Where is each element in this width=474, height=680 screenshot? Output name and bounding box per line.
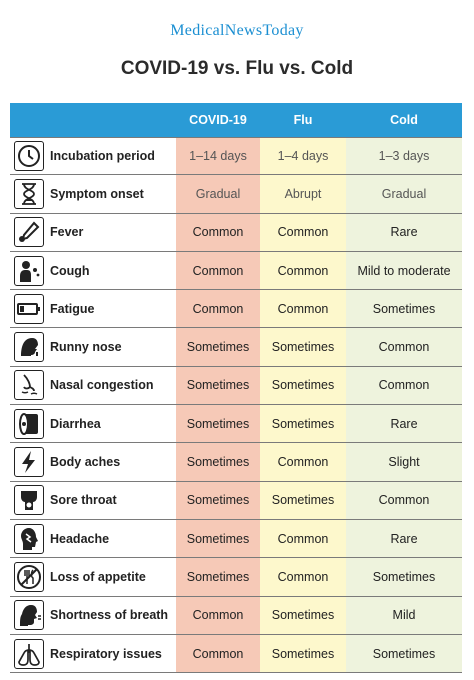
symptom-label-cell xyxy=(10,367,176,404)
no-food-icon xyxy=(14,562,44,592)
symptom-label-cell xyxy=(10,635,176,672)
covid-cell: Common xyxy=(176,597,260,634)
low-battery-icon xyxy=(14,294,44,324)
breath-icon xyxy=(14,600,44,630)
flu-cell: Sometimes xyxy=(260,367,346,404)
lightning-icon xyxy=(14,447,44,477)
brand-logo: MedicalNewsToday xyxy=(170,22,304,39)
table-row xyxy=(10,290,462,328)
covid-cell: Gradual xyxy=(176,175,260,212)
symptom-label-cell xyxy=(10,138,176,174)
flu-cell: Common xyxy=(260,252,346,289)
table-row xyxy=(10,175,462,213)
clock-icon xyxy=(14,141,44,171)
symptom-name: Headache xyxy=(50,531,110,546)
symptom-label-cell xyxy=(10,328,176,365)
symptom-name: Nasal congestion xyxy=(50,378,154,393)
cold-cell: Common xyxy=(346,482,462,519)
cold-cell: Mild to moderate xyxy=(346,252,462,289)
symptom-name: Respiratory issues xyxy=(50,646,162,661)
header-cold: Cold xyxy=(390,113,418,127)
table-row xyxy=(10,597,462,635)
table-row xyxy=(10,252,462,290)
symptom-label-cell xyxy=(10,597,176,634)
flu-cell: Common xyxy=(260,443,346,480)
table-row xyxy=(10,482,462,520)
flu-cell: Sometimes xyxy=(260,405,346,442)
sore-throat-icon xyxy=(14,485,44,515)
symptom-label-cell xyxy=(10,175,176,212)
table-row xyxy=(10,520,462,558)
flu-cell: 1–4 days xyxy=(260,138,346,174)
covid-cell: Common xyxy=(176,635,260,672)
symptom-name: Loss of appetite xyxy=(50,569,146,584)
covid-cell: Sometimes xyxy=(176,443,260,480)
symptom-label-cell xyxy=(10,443,176,480)
covid-cell: Common xyxy=(176,252,260,289)
header-blank xyxy=(10,103,176,137)
page-title: COVID-19 vs. Flu vs. Cold xyxy=(120,58,354,79)
comparison-table xyxy=(10,103,462,673)
flu-cell: Common xyxy=(260,214,346,251)
symptom-name: Shortness of breath xyxy=(50,608,169,623)
cold-cell: Sometimes xyxy=(346,635,462,672)
table-row xyxy=(10,328,462,366)
symptom-label-cell xyxy=(10,252,176,289)
covid-cell: 1–14 days xyxy=(176,138,260,174)
cold-cell: Rare xyxy=(346,405,462,442)
headache-icon xyxy=(14,524,44,554)
table-row xyxy=(10,558,462,596)
flu-cell: Sometimes xyxy=(260,635,346,672)
table-row xyxy=(10,137,462,175)
flu-cell: Common xyxy=(260,290,346,327)
covid-cell: Sometimes xyxy=(176,367,260,404)
header-flu: Flu xyxy=(293,113,313,127)
table-row xyxy=(10,214,462,252)
symptom-label-cell xyxy=(10,405,176,442)
symptom-name: Fever xyxy=(50,225,84,240)
flu-cell: Common xyxy=(260,558,346,595)
cold-cell: Sometimes xyxy=(346,290,462,327)
table-body xyxy=(10,137,462,673)
hourglass-icon xyxy=(14,179,44,209)
covid-cell: Common xyxy=(176,214,260,251)
covid-cell: Sometimes xyxy=(176,520,260,557)
cold-cell: 1–3 days xyxy=(346,138,462,174)
flu-cell: Sometimes xyxy=(260,482,346,519)
flu-cell: Abrupt xyxy=(260,175,346,212)
flu-cell: Common xyxy=(260,520,346,557)
table-header xyxy=(10,103,462,137)
cold-cell: Rare xyxy=(346,520,462,557)
symptom-label-cell xyxy=(10,558,176,595)
cold-cell: Mild xyxy=(346,597,462,634)
toilet-paper-icon xyxy=(14,409,44,439)
flu-cell: Sometimes xyxy=(260,328,346,365)
table-row xyxy=(10,443,462,481)
cold-cell: Gradual xyxy=(346,175,462,212)
symptom-label-cell xyxy=(10,520,176,557)
symptom-name: Symptom onset xyxy=(50,186,144,201)
symptom-name: Sore throat xyxy=(50,493,117,508)
cough-icon xyxy=(14,256,44,286)
header-covid: COVID-19 xyxy=(189,113,247,127)
symptom-label-cell xyxy=(10,290,176,327)
symptom-name: Fatigue xyxy=(50,301,95,316)
cold-cell: Rare xyxy=(346,214,462,251)
nasal-congestion-icon xyxy=(14,370,44,400)
symptom-label-cell xyxy=(10,214,176,251)
table-row xyxy=(10,635,462,673)
cold-cell: Common xyxy=(346,367,462,404)
covid-cell: Sometimes xyxy=(176,558,260,595)
symptom-name: Incubation period xyxy=(50,149,155,164)
symptom-name: Body aches xyxy=(50,455,121,470)
cold-cell: Slight xyxy=(346,443,462,480)
lungs-icon xyxy=(14,639,44,669)
thermometer-icon xyxy=(14,217,44,247)
covid-cell: Common xyxy=(176,290,260,327)
cold-cell: Common xyxy=(346,328,462,365)
runny-nose-icon xyxy=(14,332,44,362)
symptom-name: Runny nose xyxy=(50,340,122,355)
covid-cell: Sometimes xyxy=(176,328,260,365)
table-row xyxy=(10,367,462,405)
flu-cell: Sometimes xyxy=(260,597,346,634)
symptom-name: Diarrhea xyxy=(50,416,101,431)
covid-cell: Sometimes xyxy=(176,482,260,519)
table-row xyxy=(10,405,462,443)
cold-cell: Sometimes xyxy=(346,558,462,595)
symptom-name: Cough xyxy=(50,263,90,278)
covid-cell: Sometimes xyxy=(176,405,260,442)
symptom-label-cell xyxy=(10,482,176,519)
